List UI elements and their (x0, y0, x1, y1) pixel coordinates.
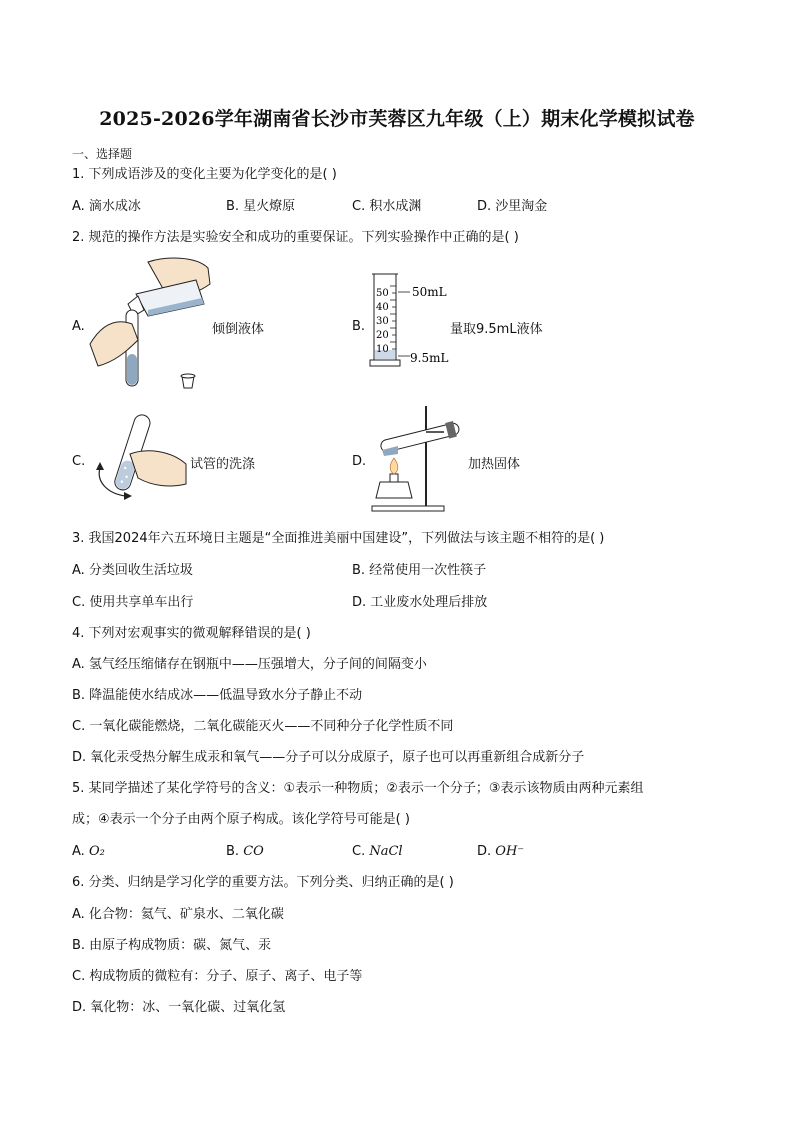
q2-option-d-label: D. (352, 454, 367, 469)
q5-option-b-formula: CO (243, 844, 264, 859)
q5-option-d-formula: OH⁻ (495, 844, 525, 859)
question-5-stem-line1: 5. 某同学描述了某化学符号的含义：①表示一种物质；②表示一个分子；③表示该物质由两种元素组 (72, 781, 644, 796)
q1-option-d: D. 沙里淘金 (477, 199, 548, 214)
cyl-tick-30: 30 (376, 316, 389, 327)
q5-option-a-label: A. (72, 844, 85, 859)
q3-option-c: C. 使用共享单车出行 (72, 595, 194, 610)
q6-option-c: C. 构成物质的微粒有：分子、原子、离子、电子等 (72, 969, 363, 984)
question-1-stem: 1. 下列成语涉及的变化主要为化学变化的是( ) (72, 167, 337, 182)
q2-option-c-caption: 试管的洗涤 (190, 457, 256, 472)
q5-option-d-label: D. (477, 844, 492, 859)
q1-option-b: B. 星火燎原 (226, 199, 296, 214)
q3-option-b: B. 经常使用一次性筷子 (352, 563, 487, 578)
q6-option-a: A. 化合物：氦气、矿泉水、二氧化碳 (72, 907, 284, 922)
q5-option-a-formula: O₂ (88, 844, 105, 859)
q5-option-c (352, 843, 403, 861)
cyl-tick-10: 10 (376, 344, 389, 355)
q1-option-c: C. 积水成渊 (352, 199, 422, 214)
q2-option-b-label: B. (352, 319, 366, 334)
q5-option-b (226, 843, 264, 861)
q2-option-d-caption: 加热固体 (468, 457, 521, 472)
graduated-cylinder-illustration (368, 270, 458, 376)
cyl-tick-40: 40 (376, 302, 389, 313)
cyl-bottom-label: 9.5mL (410, 351, 449, 365)
q5-option-d (477, 843, 524, 861)
cyl-tick-50: 50 (376, 288, 389, 299)
q4-option-b: B. 降温能使水结成冰——低温导致水分子静止不动 (72, 688, 363, 703)
question-2-stem: 2. 规范的操作方法是实验安全和成功的重要保证。下列实验操作中正确的是( ) (72, 230, 519, 245)
cyl-tick-20: 20 (376, 330, 389, 341)
question-4-stem: 4. 下列对宏观事实的微观解释错误的是( ) (72, 626, 311, 641)
question-5-stem-line2: 成；④表示一个分子由两个原子构成。该化学符号可能是( ) (72, 812, 410, 827)
q5-option-b-label: B. (226, 844, 240, 859)
q4-option-a: A. 氢气经压缩储存在钢瓶中——压强增大，分子间的间隔变小 (72, 657, 427, 672)
pouring-liquid-illustration (86, 254, 216, 392)
cyl-top-label: 50mL (412, 285, 447, 299)
q6-option-d: D. 氧化物：冰、一氧化碳、过氧化氢 (72, 1000, 286, 1015)
q2-option-a-label: A. (72, 319, 85, 334)
section-heading: 一、选择题 (72, 147, 133, 161)
q5-option-c-label: C. (352, 844, 366, 859)
q2-option-b-caption: 量取9.5mL液体 (450, 322, 543, 337)
q5-option-a (72, 843, 105, 861)
q4-option-c: C. 一氧化碳能燃烧，二氧化碳能灭火——不同种分子化学性质不同 (72, 719, 454, 734)
question-6-stem: 6. 分类、归纳是学习化学的重要方法。下列分类、归纳正确的是( ) (72, 875, 454, 890)
washing-test-tube-illustration (86, 410, 190, 504)
question-3-stem: 3. 我国2024年六五环境日主题是“全面推进美丽中国建设”，下列做法与该主题不相符的是( ) (72, 531, 605, 546)
q5-option-c-formula: NaCl (369, 844, 403, 859)
heating-solid-illustration (368, 402, 472, 514)
q2-option-c-label: C. (72, 454, 86, 469)
q4-option-d: D. 氧化汞受热分解生成汞和氧气——分子可以分成原子，原子也可以再重新组合成新分子 (72, 750, 585, 765)
q3-option-a: A. 分类回收生活垃圾 (72, 563, 193, 578)
page-title: 2025-2026学年湖南省长沙市芙蓉区九年级（上）期末化学模拟试卷 (99, 108, 695, 130)
q1-option-a: A. 滴水成冰 (72, 199, 141, 214)
q6-option-b: B. 由原子构成物质：碳、氮气、汞 (72, 938, 272, 953)
q2-option-a-caption: 倾倒液体 (212, 322, 265, 337)
q3-option-d: D. 工业废水处理后排放 (352, 595, 488, 610)
